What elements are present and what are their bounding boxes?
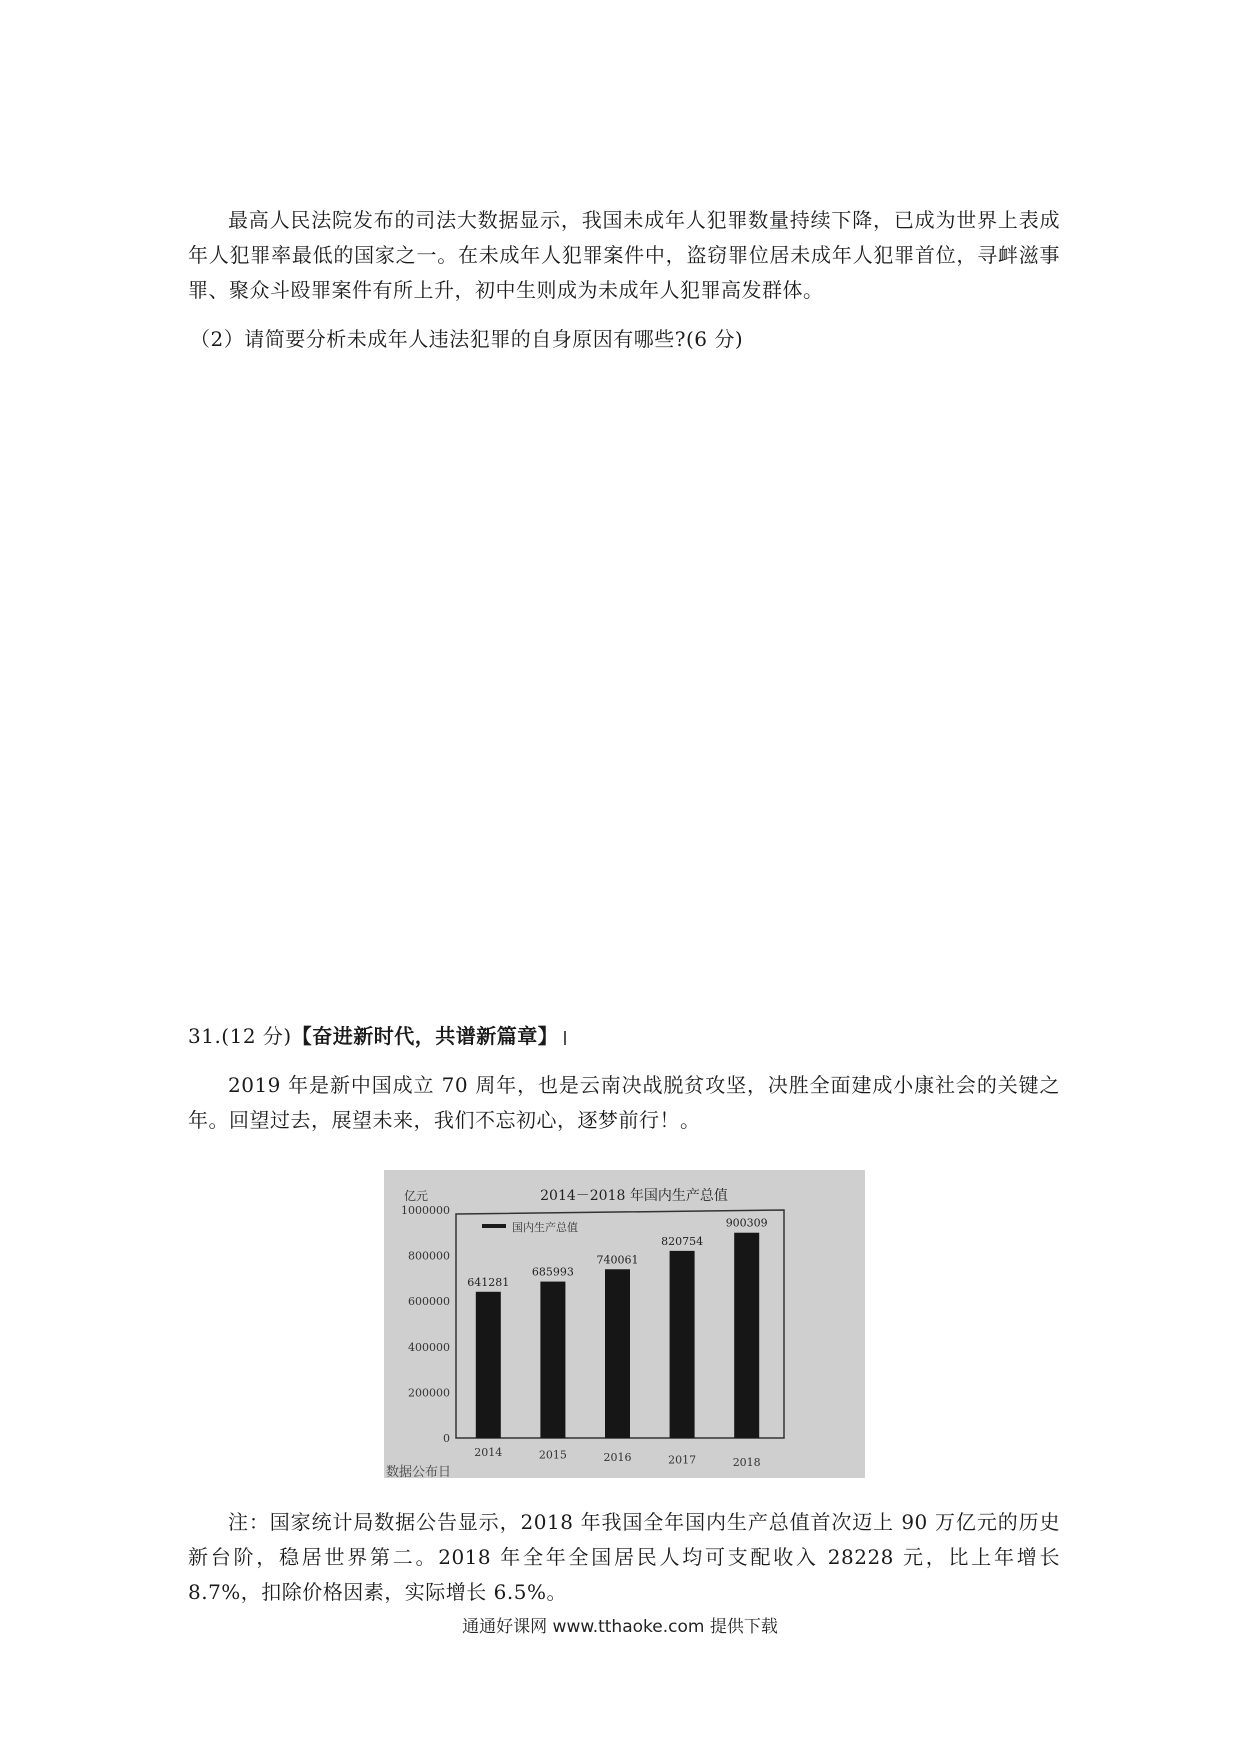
- question-31-heading: [188, 1019, 1060, 1054]
- bar-2017: [670, 1251, 695, 1438]
- text-cursor-mark: [564, 1031, 566, 1045]
- data-label-2015: 685993: [531, 1265, 574, 1279]
- x-tick-label-2015: 2015: [538, 1448, 567, 1462]
- y-tick-label: 800000: [408, 1249, 450, 1263]
- page-footer: 通通好课网 www.tthaoke.com 提供下载: [462, 1617, 778, 1637]
- gdp-chart-figure: [384, 1170, 865, 1478]
- y-tick-label: 200000: [408, 1386, 450, 1400]
- chart-title: 2014－2018 年国内生产总值: [540, 1188, 728, 1204]
- x-tick-label-2014: 2014: [474, 1446, 503, 1459]
- question-31-title: 【奋进新时代，共谱新篇章】: [291, 1024, 559, 1048]
- passage-paragraph: 最高人民法院发布的司法大数据显示，我国未成年人犯罪数量持续下降，已成为世界上表成年人犯罪率最低的国家之一。在未成年人犯罪案件中，盗窃罪位居未成年人犯罪首位，寻衅滋事罪、聚众斗殴罪案件有所上升，初中生则成为未成年人犯罪高发群体。: [188, 208, 1060, 302]
- y-tick-label: 0: [443, 1432, 450, 1445]
- bar-2018: [734, 1233, 759, 1438]
- bar-2016: [605, 1269, 630, 1438]
- data-label-2018: 900309: [725, 1216, 768, 1230]
- question-2: （2）请简要分析未成年人违法犯罪的自身原因有哪些?(6 分): [190, 327, 744, 351]
- question-31-number: 31.(12 分): [188, 1024, 292, 1048]
- bar-2014: [476, 1292, 501, 1438]
- x-tick-label-2016: 2016: [603, 1451, 632, 1464]
- gdp-bar-chart: [384, 1170, 865, 1478]
- y-tick-label: 1000000: [401, 1204, 450, 1217]
- cropped-caption-text: 数据公布日: [386, 1465, 452, 1478]
- bar-2015: [540, 1282, 565, 1438]
- intro-paragraph: 2019 年是新中国成立 70 周年，也是云南决战脱贫攻坚，决胜全面建成小康社会的关键之年。回望过去，展望未来，我们不忘初心，逐梦前行！。: [188, 1073, 1060, 1132]
- x-tick-label-2018: 2018: [732, 1456, 761, 1469]
- y-tick-label: 600000: [408, 1295, 450, 1309]
- legend-swatch: [482, 1224, 506, 1228]
- y-tick-label: 400000: [408, 1340, 450, 1354]
- y-axis-unit-label: 亿元: [404, 1189, 429, 1203]
- data-label-2016: 740061: [596, 1253, 639, 1267]
- data-label-2014: 641281: [467, 1275, 510, 1289]
- x-tick-label-2017: 2017: [668, 1453, 697, 1467]
- note-paragraph: 注：国家统计局数据公告显示，2018 年我国全年国内生产总值首次迈上 90 万亿元的历史新台阶，稳居世界第二。2018 年全年全国居民人均可支配收入 28228 元，比上年增长 8.7%，扣除价格因素，实际增长 6.5%。: [188, 1510, 1060, 1604]
- legend-label: 国内生产总值: [512, 1221, 578, 1234]
- data-label-2017: 820754: [661, 1234, 704, 1248]
